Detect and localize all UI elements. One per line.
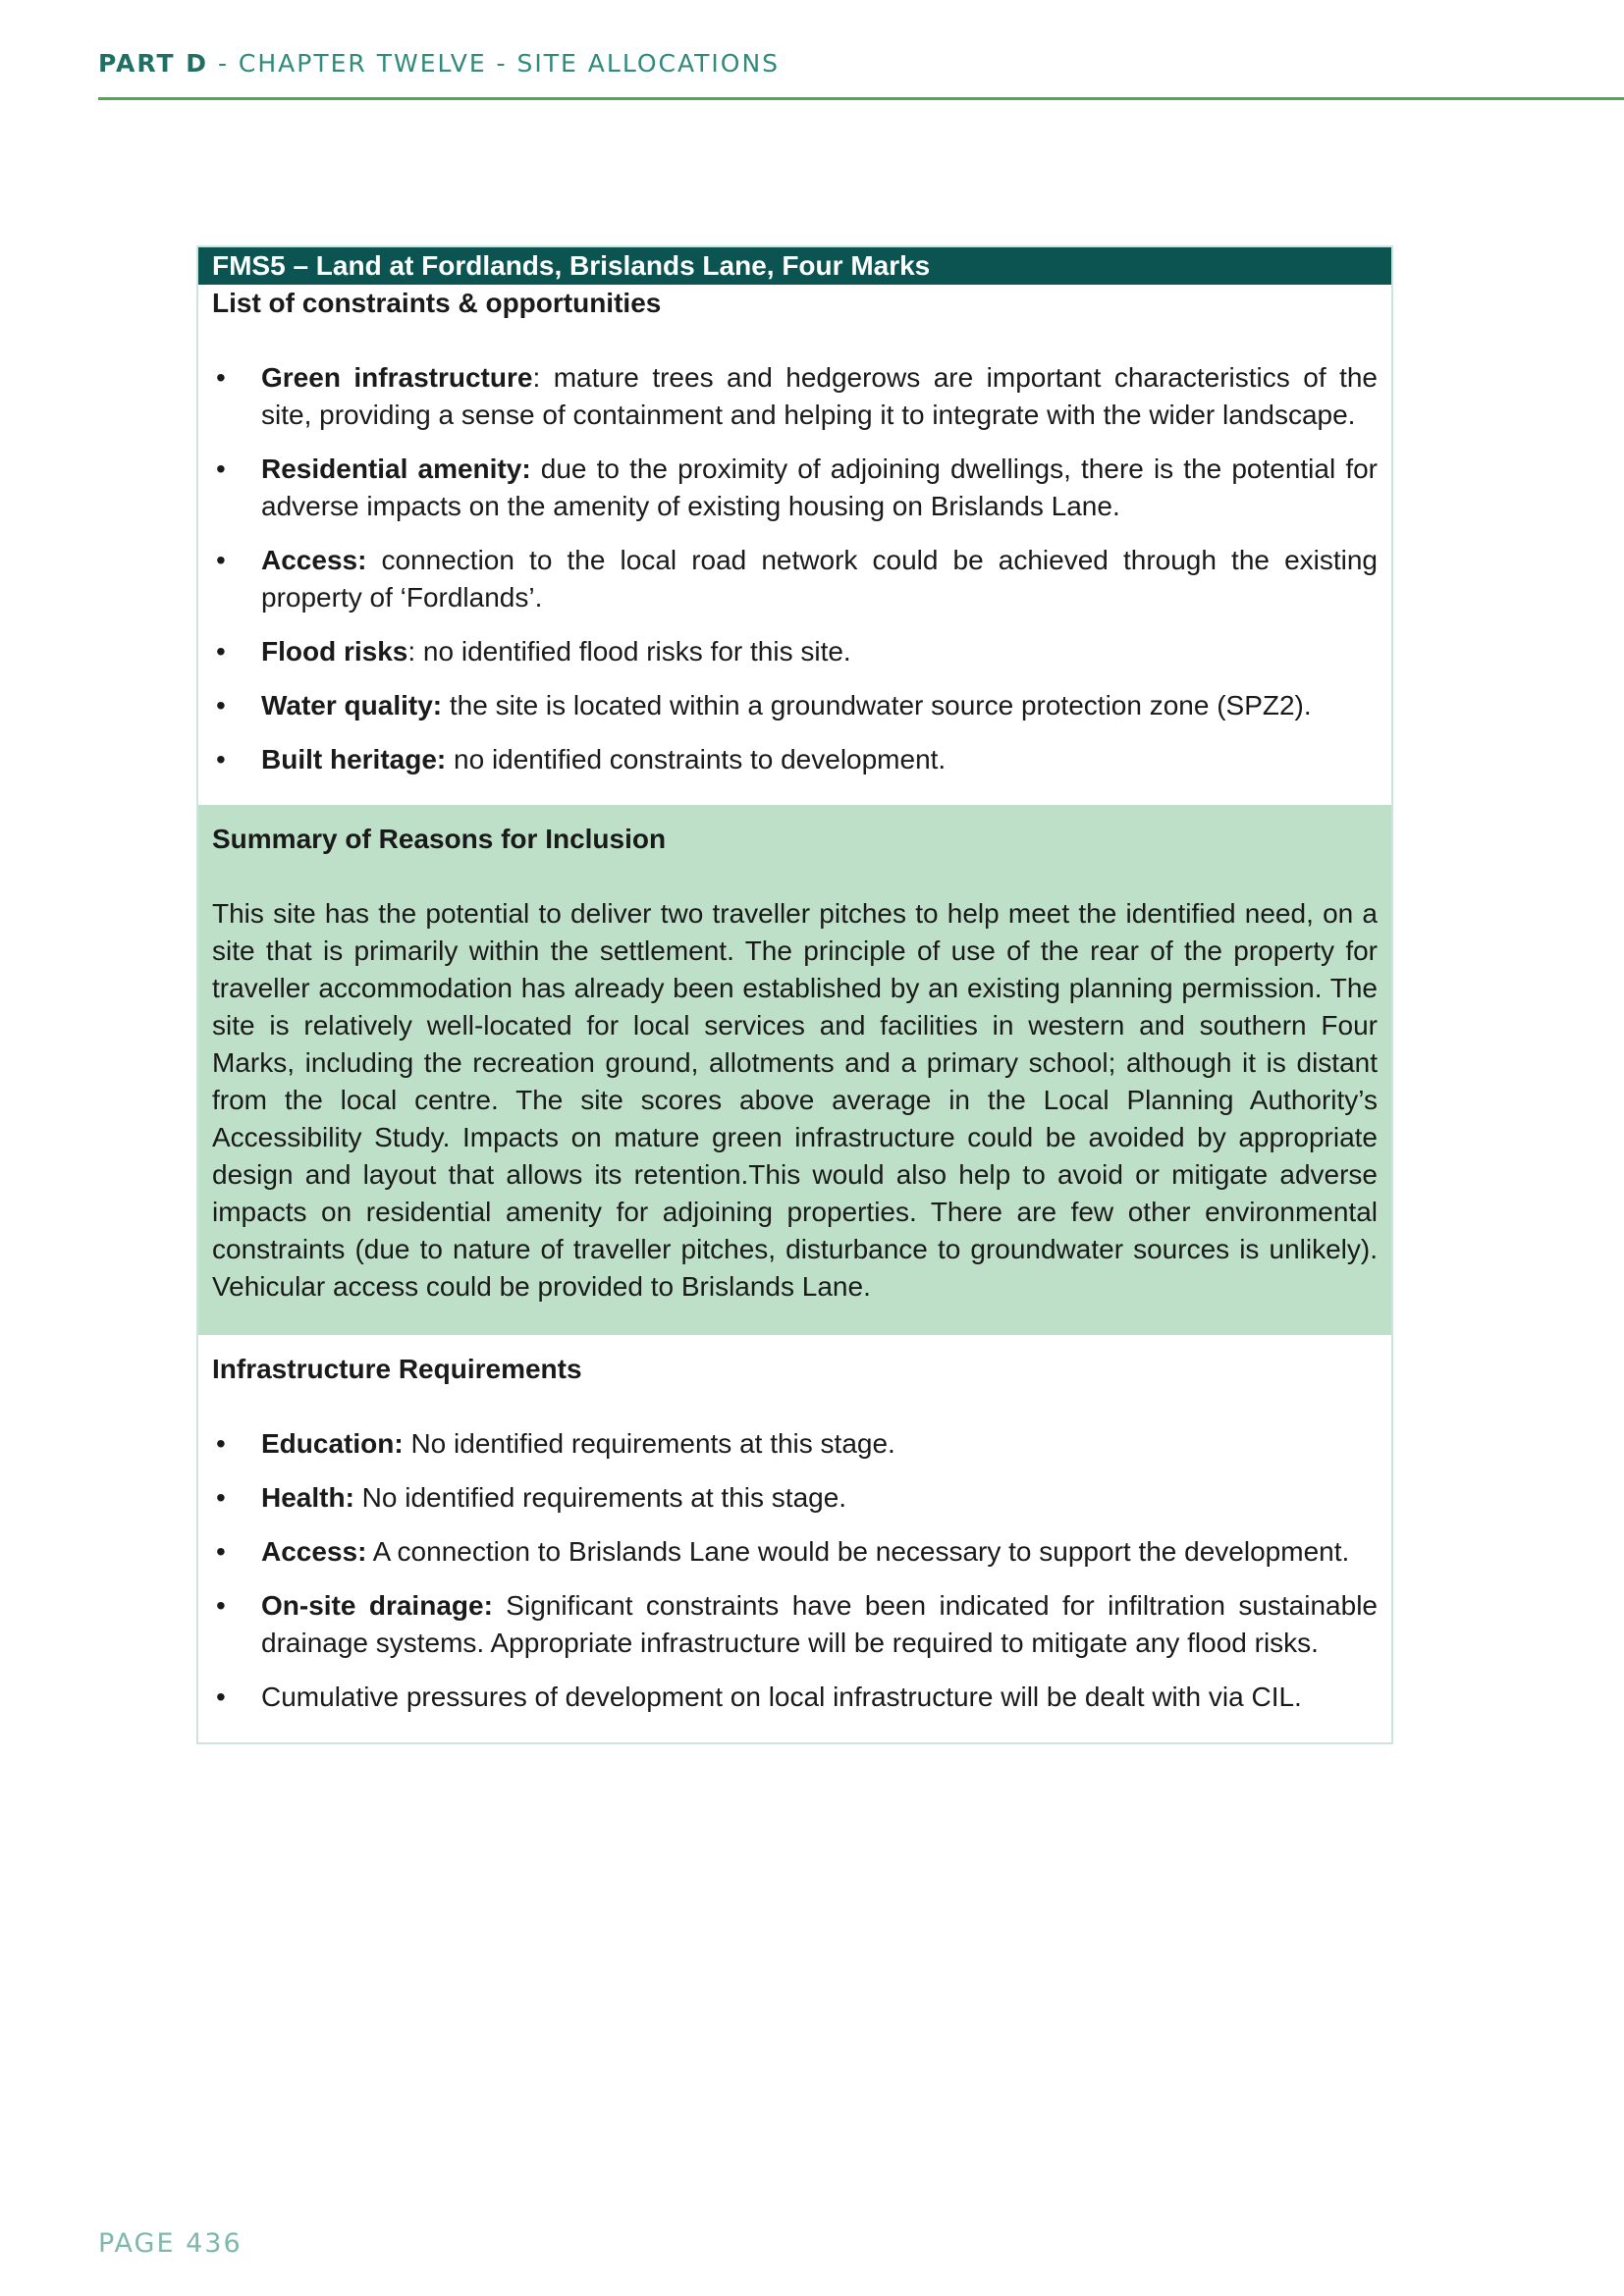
constraints-heading: List of constraints & opportunities [212, 288, 662, 318]
bullet-icon: • [216, 1590, 226, 1621]
item-label: Flood risks [261, 636, 408, 667]
bullet-icon: • [216, 362, 226, 393]
list-item [212, 1587, 1378, 1662]
infrastructure-list [212, 1425, 1378, 1716]
item-text: Significant constraints have been indicated for infiltration sustainable drainage systems. Appropriate infrastructure will be required to mitigate any flood risks. [261, 1590, 1378, 1658]
list-item [212, 1679, 1378, 1716]
bullet-icon: • [216, 1482, 226, 1513]
chapter-label: - CHAPTER TWELVE - SITE ALLOCATIONS [208, 49, 781, 78]
summary-text: This site has the potential to deliver two traveller pitches to help meet the identified need, on a site that is primarily within the settlement. The principle of use of the rear of the property for traveller accommodation has already been established by an existing planning permission. The site is relatively well-located for local services and facilities in western and southern Four Marks, including the recreation ground, allotments and a primary school; although it is distant from the local centre. The site scores above average in the Local Planning Authority’s Accessibility Study. Impacts on mature green infrastructure could be avoided by appropriate design and layout that allows its retention.This would also help to avoid or mitigate adverse impacts on residential amenity for adjoining properties. There are few other environmental constraints (due to nature of traveller pitches, disturbance to groundwater sources is unlikely). Vehicular access could be provided to Brislands Lane. [212, 898, 1378, 1302]
item-label: Residential amenity: [261, 454, 531, 484]
part-label: PART D [98, 49, 209, 78]
item-label: Green infrastructure [261, 362, 533, 393]
constraints-list [212, 359, 1378, 778]
item-text: No identified requirements at this stage. [353, 1482, 847, 1513]
item-text: the site is located within a groundwater source protection zone (SPZ2). [442, 690, 1312, 721]
bullet-icon: • [216, 636, 226, 667]
item-label: Access: [261, 1536, 367, 1567]
site-title: FMS5 – Land at Fordlands, Brislands Lane, Four Marks [198, 247, 1391, 285]
item-text: due to the proximity of adjoining dwellings, there is the potential for adverse impacts on the amenity of existing housing on Brislands Lane. [261, 454, 1378, 521]
list-item [212, 1479, 1378, 1517]
infrastructure-heading: Infrastructure Requirements [212, 1354, 582, 1384]
list-item [212, 1533, 1378, 1571]
item-text: : no identified flood risks for this site. [407, 636, 851, 667]
item-label: Access: [261, 545, 367, 575]
item-text: no identified constraints to development. [446, 744, 947, 774]
site-allocation-box [196, 245, 1393, 1744]
item-text: No identified requirements at this stage. [403, 1428, 895, 1459]
summary-section [198, 805, 1391, 1335]
item-text: : mature trees and hedgerows are important characteristics of the site, providing a sense of containment and helping it to integrate with the wider landscape. [261, 362, 1379, 430]
bullet-icon: • [216, 1682, 226, 1712]
summary-heading: Summary of Reasons for Inclusion [212, 824, 667, 854]
bullet-icon: • [216, 454, 226, 484]
bullet-icon: • [216, 744, 226, 774]
list-item [212, 1425, 1378, 1463]
bullet-icon: • [216, 1536, 226, 1567]
item-text: connection to the local road network could be achieved through the existing property of ‘Fordlands’. [261, 545, 1378, 613]
list-item [212, 633, 1378, 670]
item-label: Health: [261, 1482, 354, 1513]
bullet-icon: • [216, 690, 226, 721]
list-item [212, 359, 1378, 434]
bullet-icon: • [216, 545, 226, 575]
item-text: A connection to Brislands Lane would be necessary to support the development. [366, 1536, 1350, 1567]
list-item [212, 451, 1378, 525]
item-label: Built heritage: [261, 744, 447, 774]
bullet-icon: • [216, 1428, 226, 1459]
item-text: Cumulative pressures of development on local infrastructure will be dealt with via CIL. [261, 1682, 1302, 1712]
list-item [212, 687, 1378, 724]
page-number: PAGE 436 [98, 2228, 243, 2259]
constraints-section [198, 285, 1391, 805]
list-item [212, 741, 1378, 778]
list-item [212, 542, 1378, 616]
item-label: Water quality: [261, 690, 443, 721]
header-rule [98, 97, 1624, 100]
item-label: On-site drainage: [261, 1590, 493, 1621]
running-header [98, 49, 780, 78]
item-label: Education: [261, 1428, 404, 1459]
infrastructure-section [198, 1335, 1391, 1742]
